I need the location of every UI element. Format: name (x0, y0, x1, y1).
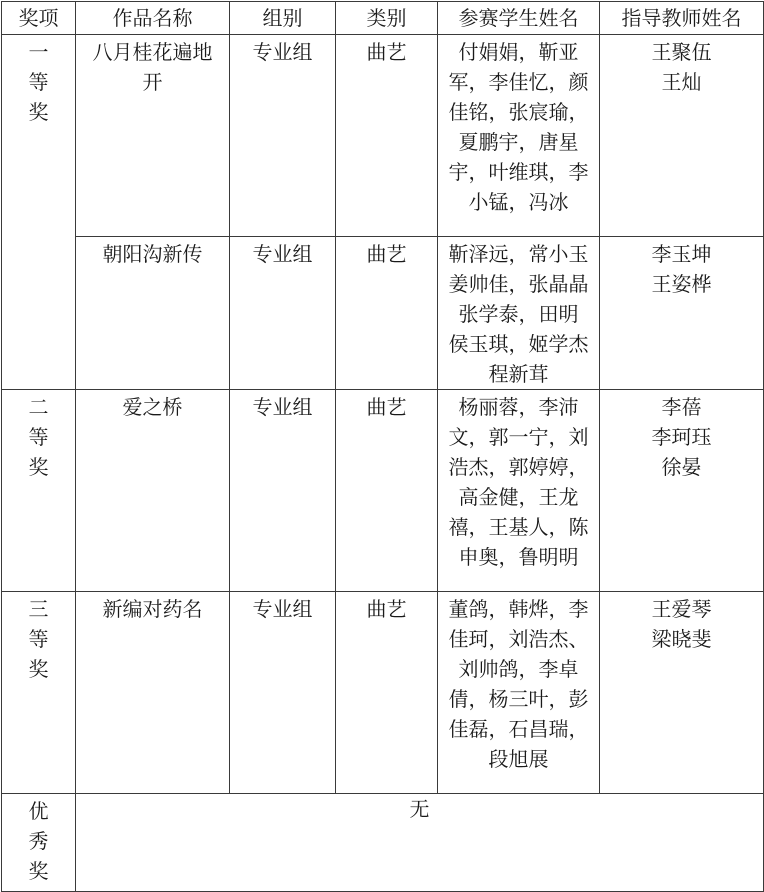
students-cell: 靳泽远，常小玉 姜帅佳，张晶晶 张学泰，田明 侯玉琪，姬学杰 程新茸 (438, 237, 600, 390)
table-row (2, 35, 764, 237)
header-students: 参赛学生姓名 (438, 2, 600, 35)
rank-third-prize: 三 等 奖 (2, 592, 76, 794)
teachers-cell: 王聚伍 王灿 (600, 35, 764, 237)
category-cell: 曲艺 (336, 35, 438, 237)
rank-first-prize: 一 等 奖 (2, 35, 76, 390)
category-cell: 曲艺 (336, 237, 438, 390)
group-cell: 专业组 (230, 35, 336, 237)
group-cell: 专业组 (230, 237, 336, 390)
teachers-cell: 李玉坤 王姿桦 (600, 237, 764, 390)
rank-excellence-prize: 优 秀 奖 (2, 794, 76, 892)
work-title: 爱之桥 (76, 390, 230, 592)
header-group: 组别 (230, 2, 336, 35)
work-title: 朝阳沟新传 (76, 237, 230, 390)
header-category: 类别 (336, 2, 438, 35)
table-row (2, 237, 764, 390)
table-row (2, 794, 764, 892)
header-row (2, 2, 764, 35)
category-cell: 曲艺 (336, 592, 438, 794)
award-table (1, 1, 764, 892)
teachers-cell: 王爱琴 梁晓斐 (600, 592, 764, 794)
rank-second-prize: 二 等 奖 (2, 390, 76, 592)
students-cell: 董鸽，韩烨，李佳珂，刘浩杰、刘帅鸽，李卓倩，杨三叶，彭佳磊，石昌瑞，段旭展 (438, 592, 600, 794)
header-work-title: 作品名称 (76, 2, 230, 35)
students-cell: 付娟娟，靳亚军，李佳忆，颜佳铭，张宸瑜，夏鹏宇，唐星宇，叶维琪，李小锰，冯冰 (438, 35, 600, 237)
teachers-cell: 李蓓 李珂珏 徐晏 (600, 390, 764, 592)
header-teachers: 指导教师姓名 (600, 2, 764, 35)
header-rank: 奖项 (2, 2, 76, 35)
group-cell: 专业组 (230, 390, 336, 592)
students-cell: 杨丽蓉，李沛文，郭一宁，刘浩杰，郭婷婷，高金健，王龙禧，王基人，陈申奥，鲁明明 (438, 390, 600, 592)
group-cell: 专业组 (230, 592, 336, 794)
category-cell: 曲艺 (336, 390, 438, 592)
table-row (2, 592, 764, 794)
work-title: 八月桂花遍地开 (76, 35, 230, 237)
excellence-prize-content: 无 (76, 794, 764, 892)
table-row (2, 390, 764, 592)
work-title: 新编对药名 (76, 592, 230, 794)
